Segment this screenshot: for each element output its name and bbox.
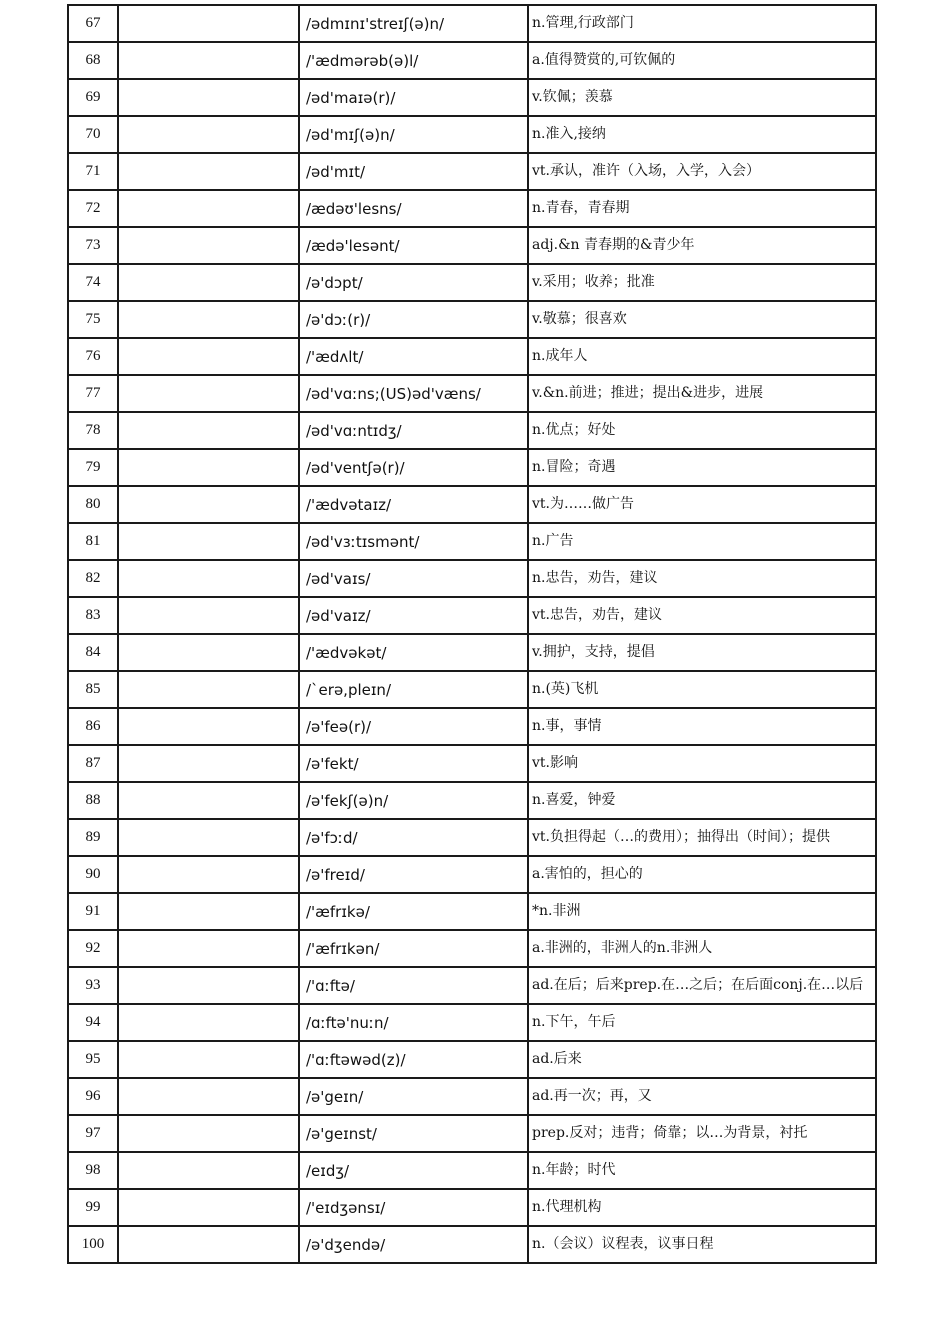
entry-word xyxy=(118,42,299,79)
entry-pronunciation: /'ɑːftə/ xyxy=(299,967,528,1004)
entry-meaning: n.(英)飞机 xyxy=(528,671,876,708)
entry-meaning: n.事，事情 xyxy=(528,708,876,745)
entry-pronunciation: /əd'vɑːns;(US)əd'væns/ xyxy=(299,375,528,412)
table-row xyxy=(68,745,876,782)
entry-number: 68 xyxy=(68,42,118,79)
entry-number: 82 xyxy=(68,560,118,597)
entry-meaning: vt.影响 xyxy=(528,745,876,782)
entry-pronunciation: /'ædvəkət/ xyxy=(299,634,528,671)
vocabulary-table xyxy=(67,4,877,1264)
entry-meaning: a.值得赞赏的,可钦佩的 xyxy=(528,42,876,79)
table-row xyxy=(68,597,876,634)
entry-pronunciation: /əd'vɜːtɪsmənt/ xyxy=(299,523,528,560)
table-row xyxy=(68,560,876,597)
table-row xyxy=(68,930,876,967)
entry-number: 69 xyxy=(68,79,118,116)
entry-pronunciation: /'eɪdʒənsɪ/ xyxy=(299,1189,528,1226)
table-row xyxy=(68,153,876,190)
entry-pronunciation: /ə'dʒendə/ xyxy=(299,1226,528,1263)
table-row xyxy=(68,1152,876,1189)
entry-number: 94 xyxy=(68,1004,118,1041)
entry-pronunciation: /ə'fɔːd/ xyxy=(299,819,528,856)
entry-number: 91 xyxy=(68,893,118,930)
entry-meaning: n.（会议）议程表，议事日程 xyxy=(528,1226,876,1263)
entry-pronunciation: /əd'ventʃə(r)/ xyxy=(299,449,528,486)
entry-meaning: n.青春，青春期 xyxy=(528,190,876,227)
entry-pronunciation: /eɪdʒ/ xyxy=(299,1152,528,1189)
table-row xyxy=(68,1226,876,1263)
entry-pronunciation: /'ɑːftəwəd(z)/ xyxy=(299,1041,528,1078)
entry-meaning: v.&n.前进；推进；提出&进步，进展 xyxy=(528,375,876,412)
entry-number: 74 xyxy=(68,264,118,301)
table-row xyxy=(68,190,876,227)
entry-number: 73 xyxy=(68,227,118,264)
entry-word xyxy=(118,523,299,560)
entry-number: 96 xyxy=(68,1078,118,1115)
entry-word xyxy=(118,227,299,264)
entry-meaning: vt.忠告，劝告，建议 xyxy=(528,597,876,634)
entry-word xyxy=(118,153,299,190)
entry-word xyxy=(118,1115,299,1152)
entry-number: 92 xyxy=(68,930,118,967)
entry-meaning: v.钦佩；羡慕 xyxy=(528,79,876,116)
entry-number: 78 xyxy=(68,412,118,449)
entry-meaning: n.冒险；奇遇 xyxy=(528,449,876,486)
table-row xyxy=(68,893,876,930)
entry-pronunciation: /əd'vaɪs/ xyxy=(299,560,528,597)
entry-word xyxy=(118,745,299,782)
entry-word xyxy=(118,190,299,227)
entry-number: 79 xyxy=(68,449,118,486)
entry-number: 70 xyxy=(68,116,118,153)
entry-meaning: n.优点；好处 xyxy=(528,412,876,449)
entry-word xyxy=(118,486,299,523)
entry-word xyxy=(118,301,299,338)
entry-pronunciation: /ædə'lesənt/ xyxy=(299,227,528,264)
entry-number: 86 xyxy=(68,708,118,745)
table-row xyxy=(68,671,876,708)
entry-number: 76 xyxy=(68,338,118,375)
entry-word xyxy=(118,5,299,42)
table-row xyxy=(68,301,876,338)
entry-meaning: n.忠告，劝告，建议 xyxy=(528,560,876,597)
entry-meaning: ad.再一次；再，又 xyxy=(528,1078,876,1115)
entry-pronunciation: /ə'fekt/ xyxy=(299,745,528,782)
entry-pronunciation: /əd'mɪt/ xyxy=(299,153,528,190)
table-row xyxy=(68,856,876,893)
table-row xyxy=(68,227,876,264)
entry-pronunciation: /'ædvətaɪz/ xyxy=(299,486,528,523)
table-row xyxy=(68,42,876,79)
table-row xyxy=(68,1041,876,1078)
entry-number: 93 xyxy=(68,967,118,1004)
table-row xyxy=(68,1078,876,1115)
entry-meaning: ad.在后；后来prep.在…之后；在后面conj.在…以后 xyxy=(528,967,876,1004)
entry-meaning: n.管理,行政部门 xyxy=(528,5,876,42)
entry-pronunciation: /əd'vɑːntɪdʒ/ xyxy=(299,412,528,449)
entry-meaning: adj.&n 青春期的&青少年 xyxy=(528,227,876,264)
entry-word xyxy=(118,930,299,967)
entry-word xyxy=(118,819,299,856)
entry-number: 98 xyxy=(68,1152,118,1189)
entry-word xyxy=(118,375,299,412)
entry-pronunciation: /ə'fekʃ(ə)n/ xyxy=(299,782,528,819)
entry-word xyxy=(118,560,299,597)
entry-number: 81 xyxy=(68,523,118,560)
entry-word xyxy=(118,893,299,930)
entry-number: 77 xyxy=(68,375,118,412)
table-row xyxy=(68,449,876,486)
entry-meaning: n.喜爱，钟爱 xyxy=(528,782,876,819)
table-row xyxy=(68,1189,876,1226)
vocabulary-table-body xyxy=(68,5,876,1263)
entry-meaning: n.代理机构 xyxy=(528,1189,876,1226)
entry-pronunciation: /ædəʊ'lesns/ xyxy=(299,190,528,227)
entry-word xyxy=(118,79,299,116)
entry-number: 71 xyxy=(68,153,118,190)
table-row xyxy=(68,264,876,301)
entry-pronunciation: /ə'dɔpt/ xyxy=(299,264,528,301)
entry-word xyxy=(118,338,299,375)
entry-pronunciation: /əd'maɪə(r)/ xyxy=(299,79,528,116)
entry-word xyxy=(118,671,299,708)
entry-number: 89 xyxy=(68,819,118,856)
entry-meaning: v.敬慕；很喜欢 xyxy=(528,301,876,338)
entry-number: 90 xyxy=(68,856,118,893)
entry-number: 97 xyxy=(68,1115,118,1152)
entry-number: 100 xyxy=(68,1226,118,1263)
entry-word xyxy=(118,1189,299,1226)
entry-meaning: n.成年人 xyxy=(528,338,876,375)
entry-pronunciation: /ə'geɪnst/ xyxy=(299,1115,528,1152)
entry-word xyxy=(118,1152,299,1189)
table-row xyxy=(68,967,876,1004)
entry-word xyxy=(118,1004,299,1041)
entry-number: 84 xyxy=(68,634,118,671)
table-row xyxy=(68,819,876,856)
table-row xyxy=(68,79,876,116)
entry-number: 83 xyxy=(68,597,118,634)
entry-word xyxy=(118,116,299,153)
entry-number: 88 xyxy=(68,782,118,819)
entry-number: 67 xyxy=(68,5,118,42)
entry-meaning: vt.承认，准许（入场，入学，入会） xyxy=(528,153,876,190)
entry-number: 95 xyxy=(68,1041,118,1078)
entry-meaning: n.准入,接纳 xyxy=(528,116,876,153)
entry-word xyxy=(118,412,299,449)
entry-meaning: n.广告 xyxy=(528,523,876,560)
entry-word xyxy=(118,708,299,745)
table-row xyxy=(68,708,876,745)
entry-pronunciation: /ə'feə(r)/ xyxy=(299,708,528,745)
entry-word xyxy=(118,967,299,1004)
entry-pronunciation: /'ædmərəb(ə)l/ xyxy=(299,42,528,79)
entry-meaning: vt.负担得起（…的费用）；抽得出（时间）；提供 xyxy=(528,819,876,856)
entry-meaning: *n.非洲 xyxy=(528,893,876,930)
entry-meaning: n.年龄；时代 xyxy=(528,1152,876,1189)
table-row xyxy=(68,5,876,42)
entry-meaning: n.下午，午后 xyxy=(528,1004,876,1041)
table-row xyxy=(68,1004,876,1041)
entry-meaning: a.害怕的，担心的 xyxy=(528,856,876,893)
entry-meaning: v.采用；收养；批准 xyxy=(528,264,876,301)
table-row xyxy=(68,338,876,375)
entry-number: 87 xyxy=(68,745,118,782)
entry-number: 99 xyxy=(68,1189,118,1226)
entry-meaning: ad.后来 xyxy=(528,1041,876,1078)
entry-word xyxy=(118,782,299,819)
entry-pronunciation: /ə'geɪn/ xyxy=(299,1078,528,1115)
entry-word xyxy=(118,1041,299,1078)
entry-word xyxy=(118,1226,299,1263)
entry-pronunciation: /`erə,pleɪn/ xyxy=(299,671,528,708)
table-row xyxy=(68,782,876,819)
table-row xyxy=(68,375,876,412)
entry-meaning: vt.为……做广告 xyxy=(528,486,876,523)
entry-word xyxy=(118,1078,299,1115)
entry-meaning: a.非洲的，非洲人的n.非洲人 xyxy=(528,930,876,967)
table-row xyxy=(68,486,876,523)
table-row xyxy=(68,523,876,560)
entry-word xyxy=(118,597,299,634)
entry-word xyxy=(118,449,299,486)
table-row xyxy=(68,412,876,449)
entry-pronunciation: /əd'mɪʃ(ə)n/ xyxy=(299,116,528,153)
entry-number: 72 xyxy=(68,190,118,227)
entry-pronunciation: /əd'vaɪz/ xyxy=(299,597,528,634)
entry-word xyxy=(118,856,299,893)
entry-pronunciation: /ə'dɔː(r)/ xyxy=(299,301,528,338)
entry-pronunciation: /'ædʌlt/ xyxy=(299,338,528,375)
entry-word xyxy=(118,634,299,671)
entry-pronunciation: /ɑːftə'nuːn/ xyxy=(299,1004,528,1041)
entry-pronunciation: /ədmɪnɪ'streɪʃ(ə)n/ xyxy=(299,5,528,42)
entry-number: 75 xyxy=(68,301,118,338)
entry-pronunciation: /'æfrɪkən/ xyxy=(299,930,528,967)
entry-number: 80 xyxy=(68,486,118,523)
table-row xyxy=(68,1115,876,1152)
entry-meaning: v.拥护，支持，提倡 xyxy=(528,634,876,671)
entry-word xyxy=(118,264,299,301)
entry-meaning: prep.反对；违背；倚靠；以…为背景，衬托 xyxy=(528,1115,876,1152)
table-row xyxy=(68,116,876,153)
table-row xyxy=(68,634,876,671)
entry-pronunciation: /'æfrɪkə/ xyxy=(299,893,528,930)
entry-pronunciation: /ə'freɪd/ xyxy=(299,856,528,893)
entry-number: 85 xyxy=(68,671,118,708)
